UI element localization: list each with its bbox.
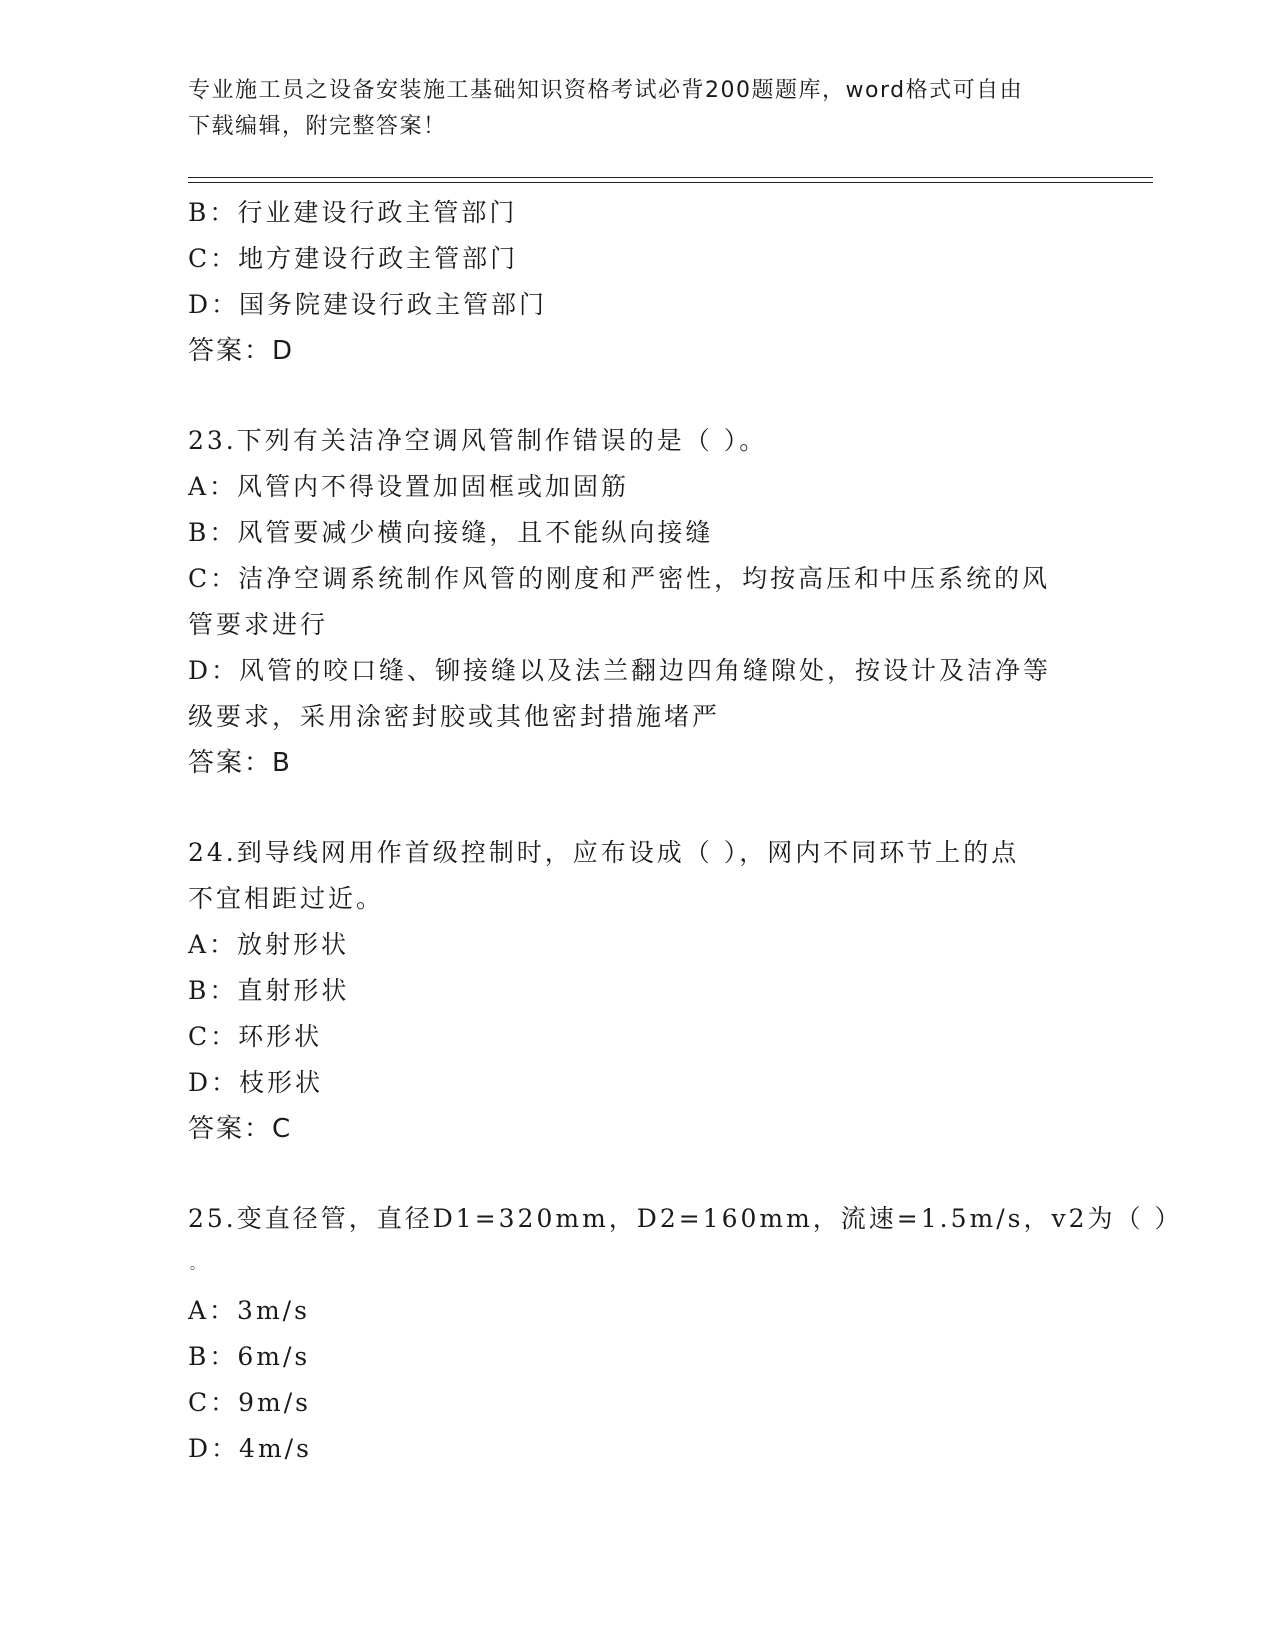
question-spacer [188, 374, 1088, 418]
option-a: A：放射形状 [188, 930, 350, 959]
question-spacer [188, 1152, 1088, 1196]
option-a: A：风管内不得设置加固框或加固筋 [188, 472, 630, 501]
option-c: C：环形状 [188, 1022, 323, 1051]
option-b: B：行业建设行政主管部门 [188, 198, 518, 227]
option-b: B：风管要减少横向接缝，且不能纵向接缝 [188, 518, 714, 547]
header-divider-top [188, 177, 1153, 178]
option-d: D：枝形状 [188, 1068, 324, 1097]
header-divider-bottom [188, 182, 1153, 183]
answer: 答案：B [188, 748, 292, 778]
question-spacer [188, 786, 1088, 830]
option-d-line-2: 级要求，采用涂密封胶或其他密封措施堵严 [188, 702, 721, 731]
option-c: C：地方建设行政主管部门 [188, 244, 519, 273]
option-d: D：国务院建设行政主管部门 [188, 290, 548, 319]
answer: 答案：C [188, 1114, 293, 1144]
option-b: B：直射形状 [188, 976, 350, 1005]
option-c-line-2: 管要求进行 [188, 610, 329, 639]
option-c: C：9m/s [188, 1388, 311, 1417]
option-a: A：3m/s [188, 1296, 310, 1325]
header-title-line-2: 下载编辑，附完整答案！ [188, 114, 447, 139]
question-text-line-1: 24.到导线网用作首级控制时，应布设成（ ），网内不同环节上的点 [188, 838, 1020, 867]
question-text-line-1: 25.变直径管，直径D1=320mm，D2=160mm，流速=1.5m/s，v2为（ ） [188, 1204, 1183, 1233]
option-c-line-1: C：洁净空调系统制作风管的刚度和严密性，均按高压和中压系统的风 [188, 564, 1051, 593]
question-22 [188, 190, 1088, 374]
question-text-line-2: 。 [190, 1257, 207, 1273]
question-24 [188, 830, 1088, 1152]
option-d: D：4m/s [188, 1434, 312, 1463]
option-d-line-1: D：风管的咬口缝、铆接缝以及法兰翻边四角缝隙处，按设计及洁净等 [188, 656, 1052, 685]
answer: 答案：D [188, 336, 295, 366]
document-header [188, 73, 1068, 145]
question-23 [188, 418, 1088, 786]
header-title-line-1: 专业施工员之设备安装施工基础知识资格考试必背200题题库，word格式可自由 [188, 78, 1024, 103]
question-text: 23.下列有关洁净空调风管制作错误的是（ ）。 [188, 426, 768, 455]
question-25 [188, 1196, 1183, 1472]
option-b: B：6m/s [188, 1342, 311, 1371]
question-text-line-2: 不宜相距过近。 [188, 884, 385, 913]
question-list [188, 190, 1183, 1472]
